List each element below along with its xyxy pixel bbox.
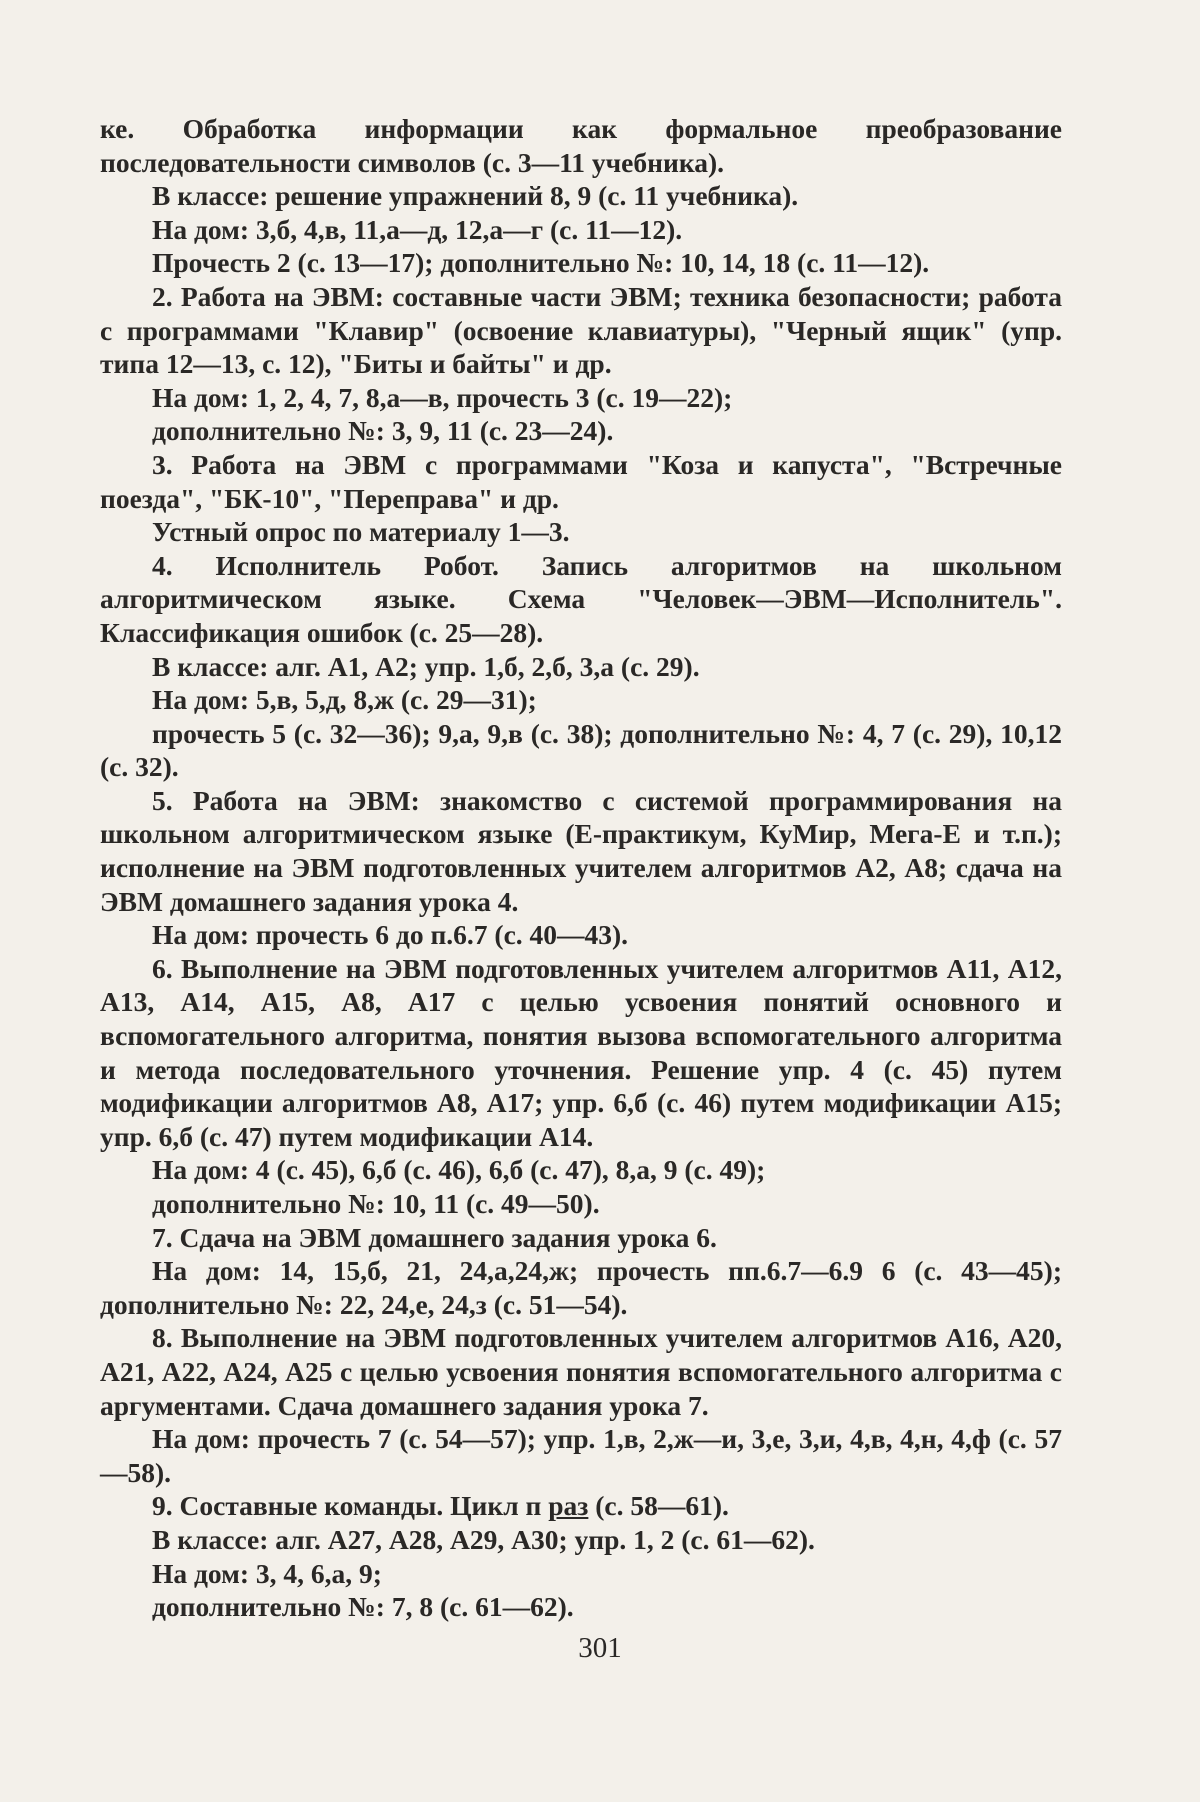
paragraph: На дом: 14, 15,б, 21, 24,а,24,ж; прочесть пп.6.7—6.9 6 (с. 43—45); дополнительно №: 22, 24,е, 24,з (с. 51—54). [100, 1255, 1062, 1320]
lesson-9-pages: (с. 58—61). [588, 1490, 729, 1522]
paragraph: В классе: алг. А1, А2; упр. 1,б, 2,б, 3,а (с. 29). [152, 650, 700, 682]
paragraph: 7. Сдача на ЭВМ домашнего задания урока 6. [152, 1221, 717, 1253]
paragraph: Устный опрос по материалу 1—3. [152, 516, 570, 548]
page-number: 301 [578, 1632, 622, 1664]
paragraph: ке. Обработка информации как формальное преобразование последовательности символов (с. 3—11 учебника). [100, 113, 1062, 178]
paragraph: дополнительно №: 10, 11 (с. 49—50). [152, 1188, 600, 1219]
paragraph: В классе: алг. А27, А28, А29, А30; упр. 1, 2 (с. 61—62). [152, 1523, 815, 1555]
page-text [100, 112, 1062, 1624]
paragraph: 4. Исполнитель Робот. Запись алгоритмов на школьном алгоритмическом языке. Схема "Человек—ЭВМ—Исполнитель". Классификация ошибок (с. 25—28). [100, 549, 1062, 648]
lesson-9-text: 9. Составные команды. Цикл п [152, 1490, 549, 1522]
paragraph: На дом: 3,б, 4,в, 11,а—д, 12,а—г (с. 11—12). [152, 213, 683, 245]
paragraph: На дом: 1, 2, 4, 7, 8,а—в, прочесть 3 (с. 19—22); [152, 381, 733, 413]
paragraph: дополнительно №: 7, 8 (с. 61—62). [152, 1591, 574, 1623]
paragraph: На дом: прочесть 7 (с. 54—57); упр. 1,в, 2,ж—и, 3,е, 3,и, 4,в, 4,н, 4,ф (с. 57—58). [100, 1423, 1062, 1488]
paragraph: На дом: 5,в, 5,д, 8,ж (с. 29—31); [152, 684, 537, 716]
paragraph: На дом: 4 (с. 45), 6,б (с. 46), 6,б (с. 47), 8,а, 9 (с. 49); [152, 1154, 766, 1186]
paragraph: Прочесть 2 (с. 13—17); дополнительно №: 10, 14, 18 (с. 11—12). [152, 247, 930, 279]
paragraph: 6. Выполнение на ЭВМ подготовленных учителем алгоритмов А11, А12, А13, А14, А15, А8, А17 с целью усвоения понятий основного и вспомогательного алгоритма, понятия вызова вспомогательного алгоритма и метода последовательного уточнения. Решение упр. 4 (с. 45) путем модификации алгоритмов А8, А17; упр. 6,б (с. 46) путем модификации А15; упр. 6,б (с. 47) путем модификации А14. [100, 952, 1062, 1152]
paragraph: дополнительно №: 3, 9, 11 (с. 23—24). [152, 415, 614, 447]
paragraph: 8. Выполнение на ЭВМ подготовленных учителем алгоритмов А16, А20, А21, А22, А24, А25 с целью усвоения понятия вспомогательного алгоритма с аргументами. Сдача домашнего задания урока 7. [100, 1322, 1062, 1421]
paragraph: прочесть 5 (с. 32—36); 9,а, 9,в (с. 38); дополнительно №: 4, 7 (с. 29), 10,12 (с. 32). [100, 717, 1062, 783]
paragraph: В классе: решение упражнений 8, 9 (с. 11 учебника). [152, 180, 799, 212]
paragraph: 2. Работа на ЭВМ: составные части ЭВМ; техника безопасности; работа с программами "Клавир" (освоение клавиатуры), "Черный ящик" (упр. типа 12—13, с. 12), "Биты и байты" и др. [100, 280, 1062, 380]
paragraph: 5. Работа на ЭВМ: знакомство с системой программирования на школьном алгоритмическом языке (Е-практикум, КуМир, Мега-Е и т.п.); исполнение на ЭВМ подготовленных учителем алгоритмов А2, А8; сдача на ЭВМ домашнего задания урока 4. [100, 784, 1062, 917]
paragraph: 3. Работа на ЭВМ с программами "Коза и капуста", "Встречные поезда", "БК-10", "Переправа" и др. [100, 448, 1062, 514]
underlined-word: раз [548, 1490, 589, 1522]
lesson-9-heading [100, 1489, 1062, 1523]
paragraph: На дом: прочесть 6 до п.6.7 (с. 40—43). [152, 919, 629, 951]
paragraph: На дом: 3, 4, 6,а, 9; [152, 1557, 382, 1589]
